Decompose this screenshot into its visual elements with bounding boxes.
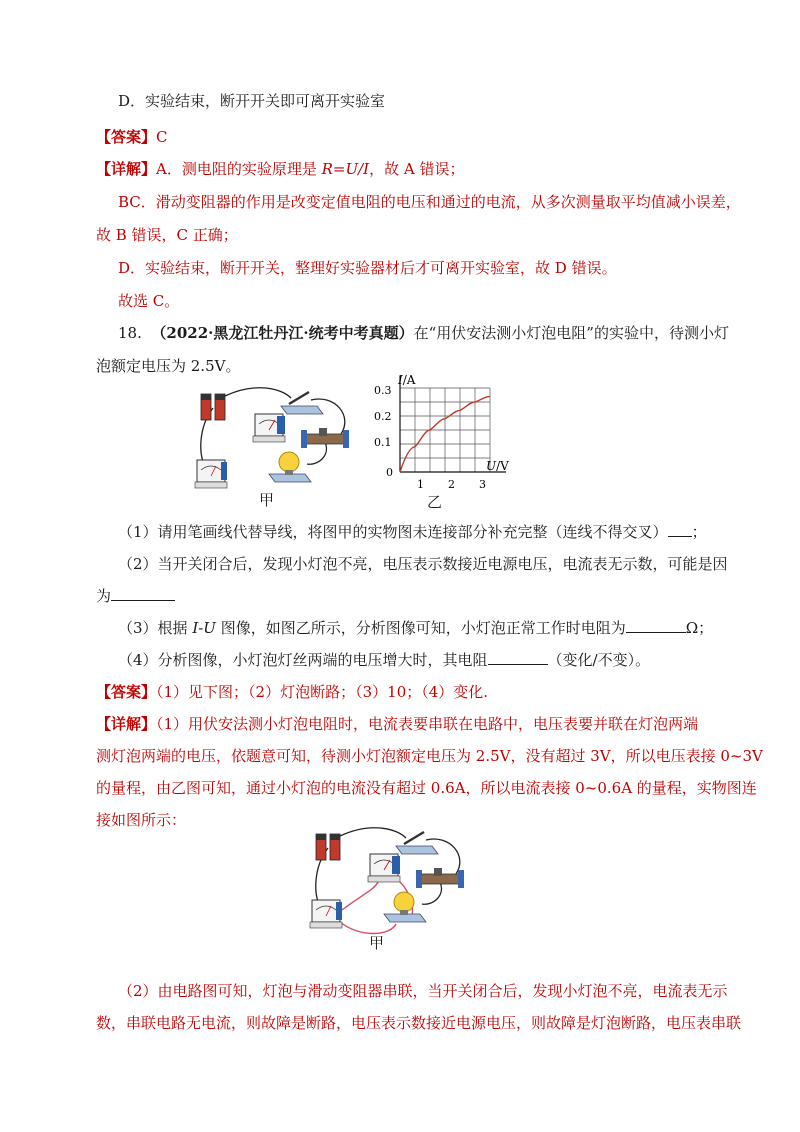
ammeter-icon [195, 460, 227, 488]
answer-line [96, 126, 168, 148]
q18-number: 18. [118, 324, 142, 342]
detail-bc-line-1: BC．滑动变阻器的作用是改变定值电阻的电压和通过的电流，从多次测量取平均值减小误差， [118, 193, 741, 211]
sub4-text-2: （变化/不变）。 [547, 651, 651, 669]
rheostat-icon [416, 868, 464, 888]
voltmeter-icon [253, 414, 285, 442]
detail-a-formula: R=U/I [321, 160, 370, 178]
fig-a-caption: 甲 [259, 491, 275, 509]
detail-bc-line-2: 故 B 错误，C 正确； [96, 226, 238, 244]
rheostat-icon [301, 428, 349, 448]
x-tick-3: 3 [479, 478, 486, 491]
detail-a-text-1: A．测电阻的实验原理是 [156, 160, 322, 178]
ammeter-icon [310, 900, 342, 928]
sub4-blank[interactable] [488, 649, 548, 665]
new-wire-2 [342, 882, 378, 910]
circuit-figure-a [185, 386, 365, 500]
q18-answer-line [96, 681, 488, 703]
sub3-text-1: （3）根据 [118, 619, 193, 637]
sub-question-2-line-1: （2）当开关闭合后，发现小灯泡不亮，电压表示数接近电源电压，电流表无示数，可能是因 [118, 555, 728, 573]
q18-detail-line-3: 的量程，由乙图可知，通过小灯泡的电流没有超过 0.6A，所以电流表接 0~0.6A 的量程，实物图连 [96, 779, 757, 797]
q18-detail-line-2: 测灯泡两端的电压，依题意可知，待测小灯泡额定电压为 2.5V，没有超过 3V，所以电压表接 0~3V [96, 747, 763, 765]
sub3-unit: Ω； [685, 619, 714, 637]
iu-graph [370, 372, 510, 498]
q18-detail2-line-1: （2）由电路图可知，灯泡与滑动变阻器串联，当开关闭合后，发现小灯泡不亮，电流表无示 [118, 982, 728, 1000]
graph-grid [400, 388, 490, 472]
y-axis-label: I/A [398, 373, 416, 387]
sub3-text-2: 图像，如图乙所示，分析图像可知，小灯泡正常工作时电阻为 [215, 619, 626, 637]
q18-stem-line-2: 泡额定电压为 2.5V。 [96, 357, 241, 375]
x-axis-label: U/V [486, 459, 509, 473]
detail-a-line [96, 158, 464, 180]
q18-detail-1: （1）用伏安法测小灯泡电阻时，电流表要串联在电路中，电压表要并联在灯泡两端 [156, 715, 699, 733]
sub-question-3 [118, 617, 713, 639]
y-tick-0.3: 0.3 [374, 384, 392, 397]
sub-question-4 [118, 649, 650, 671]
option-d: D．实验结束，断开开关即可离开实验室 [118, 92, 386, 110]
fig-b-caption: 乙 [427, 493, 443, 511]
q18-detail2-line-2: 数，串联电路无电流，则故障是断路，电压表示数接近电源电压，则故障是灯泡断路，电压表串联 [96, 1014, 742, 1032]
sub-question-2-line-2 [96, 585, 175, 607]
q18-stem-1: 在“用伏安法测小灯泡电阻”的实验中，待测小灯 [413, 324, 729, 342]
detail-d-line: D．实验结束，断开开关，整理好实验器材后才可离开实验室，故 D 错误。 [118, 259, 617, 277]
battery-icon [201, 394, 225, 420]
sub1-end: ； [691, 523, 707, 541]
sub2-text: 为 [96, 587, 112, 605]
sub1-blank[interactable] [668, 521, 692, 537]
conclusion-line: 故选 C。 [118, 292, 180, 310]
sub-question-1 [118, 521, 707, 543]
sub2-blank[interactable] [111, 585, 175, 601]
y-tick-0.2: 0.2 [374, 410, 392, 423]
q18-detail-line-1 [96, 713, 698, 735]
lamp-icon [269, 452, 311, 482]
sub4-text-1: （4）分析图像，小灯泡灯丝两端的电压增大时，其电阻 [118, 651, 488, 669]
q18-source: （2022·黑龙江牡丹江·统考中考真题） [151, 324, 414, 342]
q18-answer-tag: 【答案】 [96, 683, 157, 701]
circuit-figure-completed [300, 826, 480, 942]
sub1-text: （1）请用笔画线代替导线，将图甲的实物图未连接部分补充完整（连线不得交叉） [118, 523, 668, 541]
answer-value: C [156, 128, 168, 146]
detail-tag: 【详解】 [96, 160, 157, 178]
sub3-blank[interactable] [626, 617, 686, 633]
y-tick-0: 0 [386, 466, 393, 479]
detail-a-text-2: ，故 A 错误； [369, 160, 465, 178]
answer-tag: 【答案】 [96, 128, 157, 146]
lamp-icon [384, 892, 426, 922]
q18-detail-line-4: 接如图所示： [96, 811, 187, 829]
y-tick-0.1: 0.1 [374, 436, 392, 449]
q18-stem-line-1 [118, 322, 729, 344]
x-tick-2: 2 [448, 478, 455, 491]
x-tick-1: 1 [417, 478, 424, 491]
fig-c-caption: 甲 [369, 934, 385, 952]
q18-answer-text: （1）见下图；（2）灯泡断路；（3）10；（4）变化. [156, 683, 489, 701]
sub3-iu: I-U [192, 619, 216, 637]
voltmeter-icon [368, 854, 400, 882]
q18-detail-tag: 【详解】 [96, 715, 157, 733]
battery-icon [316, 834, 340, 860]
new-wire-1 [340, 922, 396, 934]
